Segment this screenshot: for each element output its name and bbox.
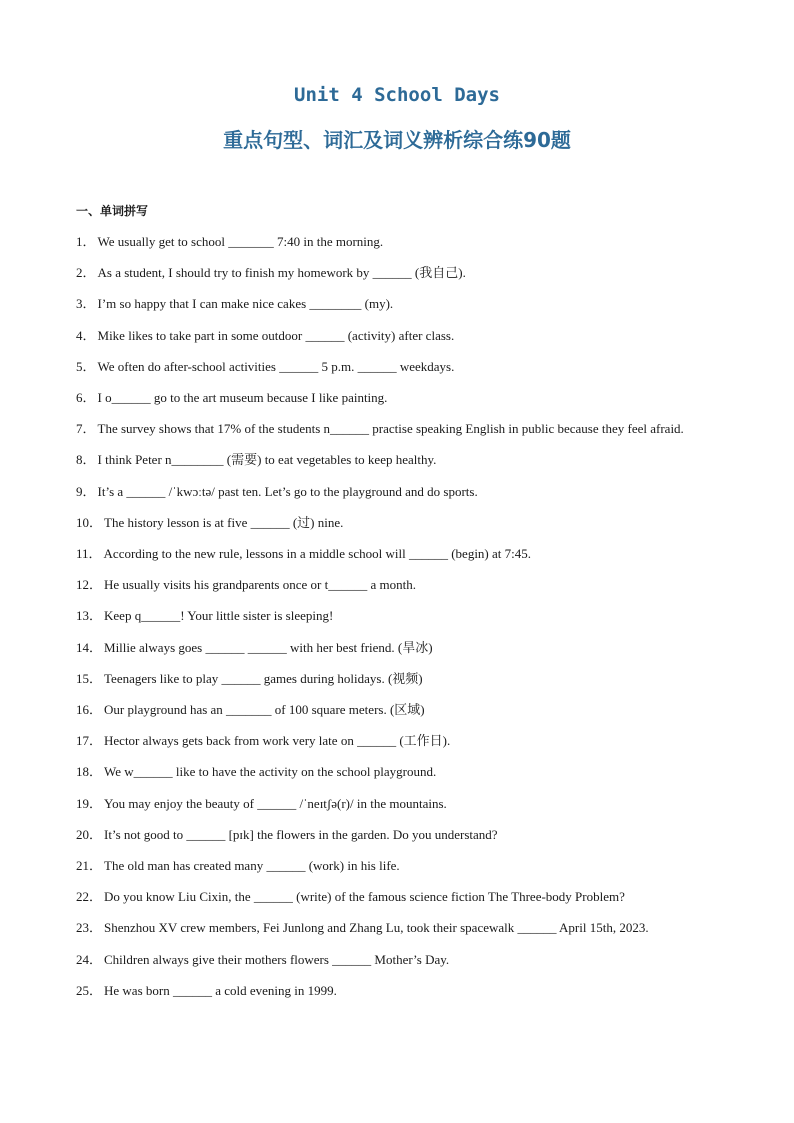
question-item [76, 569, 716, 600]
question-item [76, 538, 716, 569]
question-item [76, 881, 716, 912]
question-text: Mike likes to take part in some outdoor ______ (activity) after class. [97, 327, 455, 343]
question-number: 13． [76, 608, 103, 624]
question-number: 1． [76, 234, 96, 249]
question-item [76, 944, 716, 975]
question-item [76, 320, 716, 351]
question-number: 3． [76, 296, 96, 312]
question-text: I o______ go to the art museum because I like painting. [97, 390, 388, 406]
question-text: As a student, I should try to finish my homework by ______ (我自己). [97, 265, 466, 281]
question-item [76, 632, 716, 663]
question-item [76, 819, 716, 850]
question-text: Hector always gets back from work very late on ______ (工作日). [104, 733, 451, 749]
question-item [76, 788, 716, 819]
question-text: The history lesson is at five ______ (过) nine. [104, 514, 344, 530]
question-text: Keep q______! Your little sister is sleeping! [104, 608, 334, 624]
question-number: 20． [76, 826, 103, 842]
question-text: It’s a ______ /ˈkwɔːtə/ past ten. Let’s go to the playground and do sports. [97, 483, 478, 499]
section-heading: 一、单词拼写 [76, 204, 149, 218]
question-number: 15． [76, 670, 103, 686]
question-number: 18． [76, 764, 103, 780]
question-number: 10． [76, 514, 103, 530]
question-number: 8． [76, 452, 96, 468]
question-item [76, 694, 716, 725]
question-text: Children always give their mothers flowers ______ Mother’s Day. [104, 951, 450, 967]
question-text: Shenzhou XV crew members, Fei Junlong and Zhang Lu, took their spacewalk ______ April 15th, 2023. [104, 920, 649, 936]
question-number: 5． [76, 358, 96, 374]
question-number: 21． [76, 858, 103, 874]
question-text: Do you know Liu Cixin, the ______ (write) of the famous science fiction The Three-body Problem? [104, 889, 625, 905]
question-number: 7． [76, 421, 96, 437]
question-item [76, 351, 716, 382]
document-subtitle: 重点句型、词汇及词义辨析综合练90题 [223, 128, 571, 152]
question-item [76, 226, 716, 257]
question-item [76, 382, 716, 413]
question-item [76, 850, 716, 881]
question-text: Millie always goes ______ ______ with her best friend. (旱冰) [104, 639, 433, 655]
question-text: The old man has created many ______ (work) in his life. [104, 858, 400, 874]
question-text: Our playground has an _______ of 100 square meters. (区域) [104, 702, 425, 718]
question-number: 2． [76, 265, 96, 281]
question-text: We usually get to school _______ 7:40 in the morning. [97, 234, 384, 249]
question-number: 11． [76, 546, 102, 562]
question-text: He was born ______ a cold evening in 1999. [104, 982, 337, 998]
question-item [76, 663, 716, 694]
question-item [76, 975, 716, 1006]
question-text: The survey shows that 17% of the students n______ practise speaking English in public because they feel afraid. [97, 421, 684, 437]
question-item [76, 257, 716, 288]
question-item [76, 600, 716, 631]
question-number: 4． [76, 327, 96, 343]
document-title: Unit 4 School Days [294, 84, 500, 106]
question-text: We w______ like to have the activity on the school playground. [104, 764, 437, 780]
question-number: 24． [76, 951, 103, 967]
question-item [76, 725, 716, 756]
question-list [76, 226, 716, 1006]
question-number: 19． [76, 795, 103, 811]
question-item [76, 756, 716, 787]
question-text: He usually visits his grandparents once or t______ a month. [104, 577, 416, 593]
question-number: 14． [76, 639, 103, 655]
question-text: Teenagers like to play ______ games during holidays. (视频) [104, 670, 423, 686]
question-item [76, 444, 716, 475]
question-number: 12． [76, 577, 103, 593]
question-number: 6． [76, 390, 96, 406]
question-text: According to the new rule, lessons in a middle school will ______ (begin) at 7:45. [103, 546, 532, 562]
question-item [76, 912, 716, 943]
question-text: I think Peter n________ (需要) to eat vegetables to keep healthy. [97, 452, 437, 468]
question-text: It’s not good to ______ [pɪk] the flowers in the garden. Do you understand? [104, 826, 498, 842]
question-number: 22． [76, 889, 103, 905]
question-text: I’m so happy that I can make nice cakes ________ (my). [97, 296, 394, 312]
question-item [76, 476, 716, 507]
question-number: 17． [76, 733, 103, 749]
question-text: You may enjoy the beauty of ______ /ˈneɪtʃə(r)/ in the mountains. [104, 795, 447, 811]
question-number: 9． [76, 483, 96, 499]
question-item [76, 288, 716, 319]
question-number: 16． [76, 702, 103, 718]
question-number: 25． [76, 982, 103, 998]
question-item [76, 507, 716, 538]
question-number: 23． [76, 920, 103, 936]
question-item [76, 413, 716, 444]
question-text: We often do after-school activities ______ 5 p.m. ______ weekdays. [97, 358, 455, 374]
